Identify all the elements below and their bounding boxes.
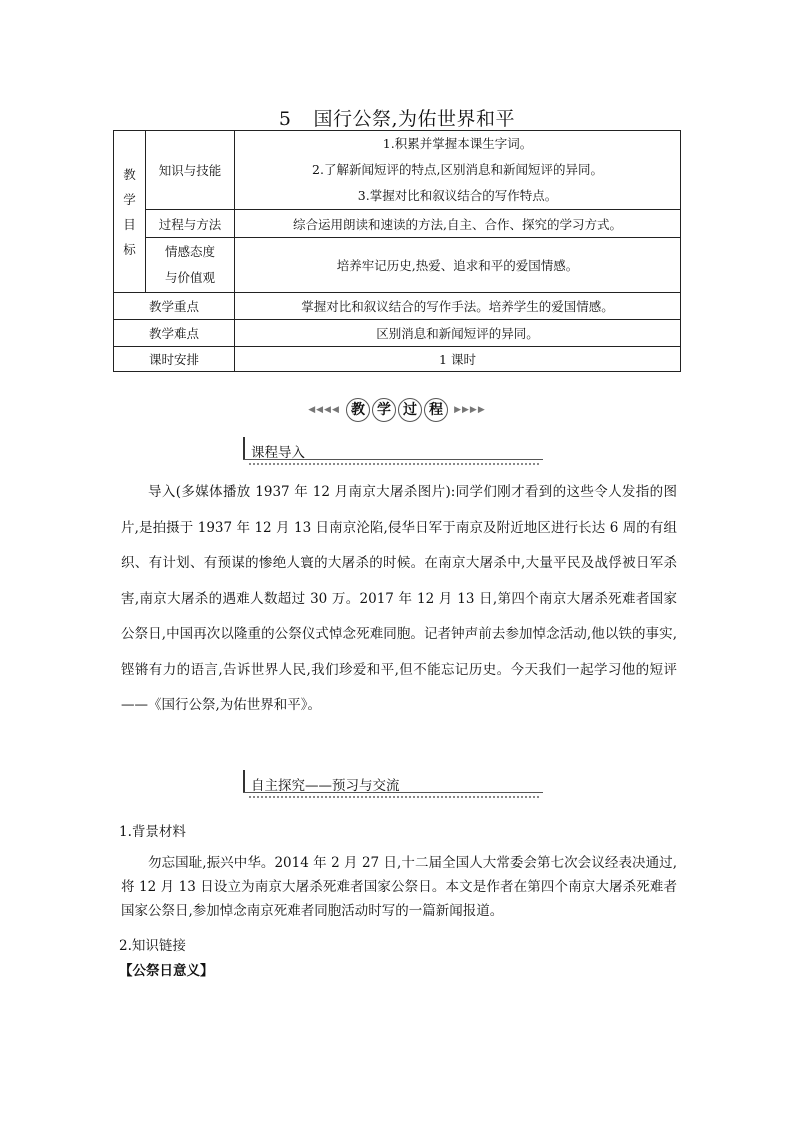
difficulty-content: 区别消息和新闻短评的异同。 bbox=[235, 320, 681, 347]
goals-header-char: 学 bbox=[123, 191, 136, 207]
label-line: 与价值观 bbox=[164, 270, 215, 285]
table-row bbox=[114, 238, 681, 293]
knowledge-link-title: 2.知识链接 bbox=[119, 938, 186, 954]
section-heading-text: 课程导入 bbox=[251, 445, 305, 461]
intro-paragraph: 导入(多媒体播放 1937 年 12 月南京大屠杀图片):同学们刚才看到的这些令人发指的图片,是拍摄于 1937 年 12 月 13 日南京沦陷,侵华日军于南京及附近地区进行长达 6 周的有组织、有计划、有预谋的惨绝人寰的大屠杀的时候。在南京大屠杀中,大量平民及战俘被日军杀害,南京大屠杀的遇难人数超过 30 万。2017 年 12 月 13 日,第四个南京大屠杀死难者国家公祭日,中国再次以隆重的公祭仪式悼念死难同胞。记者钟声前去参加悼念活动,他以铁的事实,铿锵有力的语言,告诉世界人民,我们珍爱和平,但不能忘记历史。今天我们一起学习他的短评——《国行公祭,为佑世界和平》。 bbox=[121, 484, 677, 713]
section-heading-intro bbox=[243, 437, 543, 461]
teaching-process-banner bbox=[0, 398, 794, 426]
heading-underline bbox=[243, 459, 543, 460]
teaching-goals-table bbox=[113, 130, 681, 372]
section-heading-text: 自主探究——预习与交流 bbox=[251, 778, 400, 794]
lesson-title-text: 国行公祭,为佑世界和平 bbox=[313, 108, 516, 130]
table-row bbox=[114, 131, 681, 210]
emotion-values-content: 培养牢记历史,热爱、追求和平的爱国情感。 bbox=[235, 238, 681, 293]
heading-bar bbox=[243, 770, 245, 792]
goals-header-char: 目 bbox=[123, 216, 136, 232]
table-row bbox=[114, 293, 681, 320]
schedule-content: 1 课时 bbox=[235, 347, 681, 372]
goal-line: 2.了解新闻短评的特点,区别消息和新闻短评的异同。 bbox=[312, 162, 603, 177]
heading-bar bbox=[243, 437, 245, 459]
schedule-label: 课时安排 bbox=[114, 347, 235, 372]
goals-header-char: 标 bbox=[123, 241, 136, 257]
banner-char: 程 bbox=[424, 398, 448, 422]
table-row bbox=[114, 210, 681, 238]
goals-header-cell bbox=[114, 131, 146, 293]
background-material-title: 1.背景材料 bbox=[119, 824, 186, 840]
key-point-label: 教学重点 bbox=[114, 293, 235, 320]
lesson-number: 5 bbox=[278, 108, 292, 130]
difficulty-label: 教学难点 bbox=[114, 320, 235, 347]
table-row bbox=[114, 347, 681, 372]
goals-header-char: 教 bbox=[123, 166, 136, 182]
process-method-content: 综合运用朗读和速读的方法,自主、合作、探究的学习方式。 bbox=[235, 210, 681, 238]
goal-line: 3.掌握对比和叙议结合的写作特点。 bbox=[357, 188, 558, 203]
label-line: 情感态度 bbox=[164, 244, 215, 259]
memorial-day-meaning-title: 【公祭日意义】 bbox=[119, 963, 214, 979]
emotion-values-label bbox=[146, 238, 235, 293]
heading-dotted-line bbox=[249, 796, 539, 798]
banner-char: 学 bbox=[372, 398, 396, 422]
lesson-title bbox=[0, 104, 794, 131]
table-row bbox=[114, 320, 681, 347]
right-arrows-icon: ▶▶▶▶ bbox=[454, 405, 486, 415]
knowledge-skills-label: 知识与技能 bbox=[146, 131, 235, 210]
banner-char: 教 bbox=[346, 398, 370, 422]
section-heading-explore bbox=[243, 770, 543, 794]
heading-underline bbox=[243, 792, 543, 793]
key-point-content: 掌握对比和叙议结合的写作手法。培养学生的爱国情感。 bbox=[235, 293, 681, 320]
goal-line: 1.积累并掌握本课生字词。 bbox=[382, 136, 533, 151]
process-method-label: 过程与方法 bbox=[146, 210, 235, 238]
banner-char: 过 bbox=[398, 398, 422, 422]
left-arrows-icon: ◀◀◀◀ bbox=[308, 405, 340, 415]
background-material-text: 勿忘国耻,振兴中华。2014 年 2 月 27 日,十二届全国人大常委会第七次会议经表决通过,将 12 月 13 日设立为南京大屠杀死难者国家公祭日。本文是作者在第四个南京大屠杀死难者国家公祭日,参加悼念南京死难者同胞活动时写的一篇新闻报道。 bbox=[121, 855, 677, 919]
knowledge-skills-content bbox=[235, 131, 681, 210]
heading-dotted-line bbox=[249, 463, 539, 465]
